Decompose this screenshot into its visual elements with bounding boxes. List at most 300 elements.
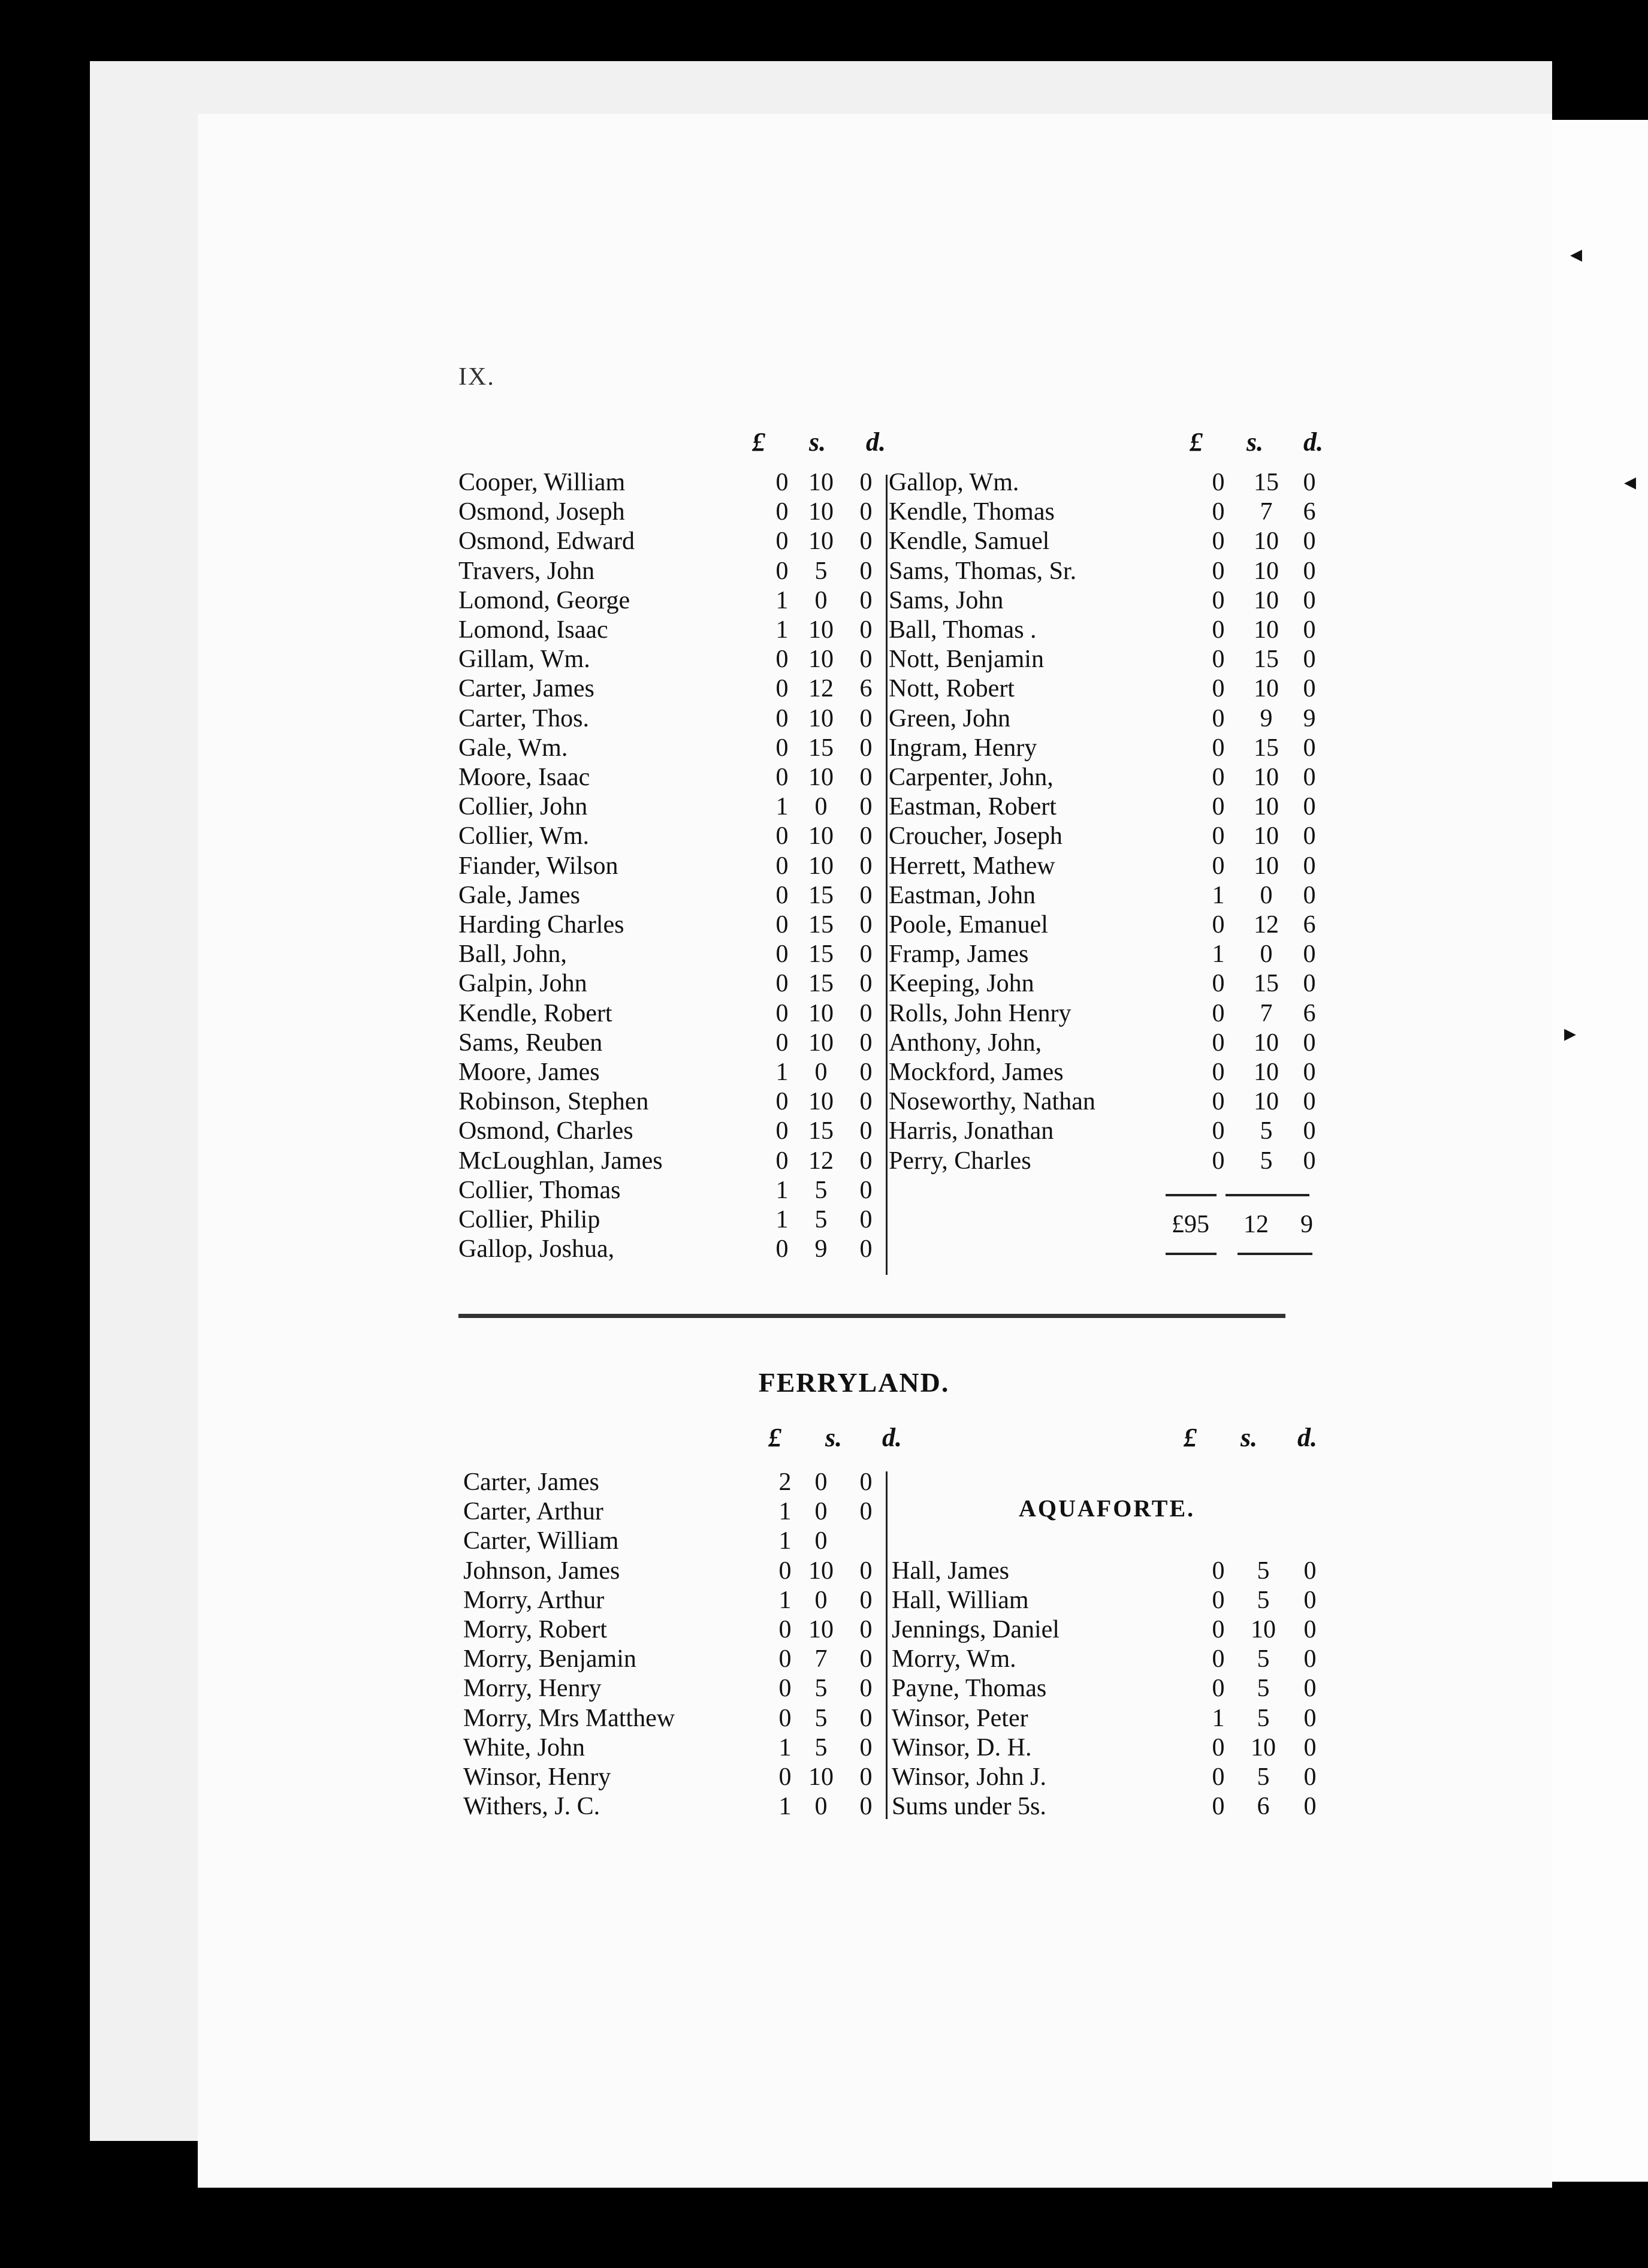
- total-rule: [1226, 1194, 1309, 1196]
- pence-value: 0: [859, 498, 873, 526]
- shillings-value: 0: [814, 793, 828, 821]
- pounds-value: 0: [1212, 498, 1225, 526]
- shillings-value: 5: [1257, 1763, 1270, 1791]
- pence-value: 0: [1303, 852, 1316, 880]
- shillings-value: 0: [814, 1058, 828, 1086]
- shillings-value: 15: [1254, 734, 1279, 762]
- entry-name: Eastman, John: [889, 881, 1036, 909]
- pence-value: 0: [859, 1029, 873, 1057]
- pence-value: 0: [859, 1147, 873, 1175]
- entry-name: Cooper, William: [458, 469, 626, 496]
- shillings-value: 10: [1251, 1616, 1276, 1643]
- shillings-value: 5: [1257, 1675, 1270, 1703]
- pence-value: 0: [1303, 1117, 1316, 1145]
- pence-value: 0: [1303, 970, 1316, 998]
- shillings-value: 10: [808, 1029, 834, 1057]
- pounds-header: £: [1190, 427, 1203, 457]
- entry-name: Hall, William: [892, 1586, 1029, 1614]
- pounds-value: 0: [775, 940, 789, 969]
- pounds-value: 0: [775, 527, 789, 556]
- shillings-value: 9: [814, 1235, 828, 1263]
- entry-name: Gallop, Joshua,: [458, 1235, 615, 1263]
- shillings-value: 5: [814, 1176, 828, 1204]
- pounds-value: 0: [1212, 793, 1225, 821]
- pence-value: 6: [1303, 999, 1316, 1027]
- entry-name: Rolls, John Henry: [889, 999, 1071, 1027]
- pence-value: 0: [859, 704, 873, 732]
- pence-value: 0: [1303, 646, 1316, 674]
- entry-name: Mockford, James: [889, 1058, 1064, 1086]
- pounds-value: 0: [775, 1147, 789, 1175]
- pounds-value: 0: [1212, 557, 1225, 585]
- pence-value: 0: [859, 1616, 873, 1643]
- entry-name: Croucher, Joseph: [889, 822, 1063, 850]
- entry-name: Galpin, John: [458, 970, 587, 998]
- shillings-value: 0: [814, 1468, 828, 1496]
- entry-name: Winsor, Henry: [463, 1763, 611, 1791]
- pounds-value: 1: [778, 1498, 792, 1526]
- entry-name: Carter, Arthur: [463, 1498, 603, 1526]
- shillings-value: 10: [808, 469, 834, 496]
- pence-value: 0: [859, 940, 873, 969]
- pounds-value: 1: [1212, 940, 1225, 969]
- entry-name: Ingram, Henry: [889, 734, 1037, 762]
- pounds-value: 0: [1212, 1088, 1225, 1116]
- pence-value: 6: [859, 675, 873, 703]
- pence-value: 0: [1303, 940, 1316, 969]
- pounds-value: 0: [775, 852, 789, 880]
- entry-name: Morry, Mrs Matthew: [463, 1704, 675, 1732]
- column-divider: [886, 1471, 888, 1819]
- entry-name: Keeping, John: [889, 970, 1034, 998]
- shillings-value: 7: [1260, 999, 1273, 1027]
- shillings-value: 5: [814, 557, 828, 585]
- shillings-value: 10: [808, 616, 834, 644]
- shillings-value: 10: [808, 704, 834, 732]
- entry-name: Harris, Jonathan: [889, 1117, 1054, 1145]
- column-divider: [886, 475, 888, 1275]
- entry-name: Kendle, Samuel: [889, 527, 1050, 556]
- total-shillings: 12: [1243, 1211, 1269, 1238]
- pence-value: 0: [859, 970, 873, 998]
- pounds-value: 0: [1212, 1793, 1225, 1821]
- pounds-value: 0: [1212, 911, 1225, 939]
- entry-name: Robinson, Stephen: [458, 1088, 649, 1116]
- pence-value: 0: [859, 1675, 873, 1703]
- shillings-value: 10: [1254, 586, 1279, 614]
- shillings-value: 5: [814, 1704, 828, 1732]
- shillings-value: 5: [814, 1206, 828, 1233]
- pounds-value: 0: [1212, 999, 1225, 1027]
- shillings-value: 10: [1254, 1029, 1279, 1057]
- pounds-value: 1: [778, 1586, 792, 1614]
- pounds-value: 0: [1212, 1733, 1225, 1762]
- entry-name: Kendle, Thomas: [889, 498, 1055, 526]
- subsection-title-aquaforte: AQUAFORTE.: [1019, 1495, 1196, 1522]
- entry-name: Jennings, Daniel: [892, 1616, 1060, 1643]
- shillings-value: 10: [808, 646, 834, 674]
- entry-name: Osmond, Joseph: [458, 498, 625, 526]
- pence-value: 0: [1303, 616, 1316, 644]
- entry-name: Lomond, George: [458, 586, 630, 614]
- shillings-value: 5: [1257, 1557, 1270, 1585]
- pounds-value: 1: [775, 1206, 789, 1233]
- shillings-value: 10: [808, 852, 834, 880]
- pounds-value: 1: [775, 1058, 789, 1086]
- pence-value: 0: [1303, 1029, 1316, 1057]
- pence-value: 0: [859, 1557, 873, 1585]
- entry-name: Collier, John: [458, 793, 588, 821]
- shillings-value: 12: [1254, 911, 1279, 939]
- shillings-value: 10: [1254, 764, 1279, 791]
- pounds-header: £: [1184, 1423, 1197, 1452]
- entry-name: Anthony, John,: [889, 1029, 1042, 1057]
- pence-value: 0: [859, 1498, 873, 1526]
- entry-name: Johnson, James: [463, 1557, 620, 1585]
- pounds-value: 0: [778, 1675, 792, 1703]
- shillings-value: 10: [1254, 527, 1279, 556]
- total-rule: [1237, 1253, 1312, 1255]
- shillings-value: 5: [814, 1675, 828, 1703]
- pence-value: 0: [859, 1645, 873, 1673]
- pence-value: 0: [859, 1468, 873, 1496]
- entry-name: Nott, Robert: [889, 675, 1015, 703]
- entry-name: Gillam, Wm.: [458, 646, 590, 674]
- entry-name: Hall, James: [892, 1557, 1009, 1585]
- shillings-value: 5: [1260, 1147, 1273, 1175]
- shillings-value: 15: [808, 970, 834, 998]
- pence-value: 0: [859, 764, 873, 791]
- entry-name: Perry, Charles: [889, 1147, 1031, 1175]
- pounds-value: 2: [778, 1468, 792, 1496]
- pounds-value: 1: [775, 616, 789, 644]
- entry-name: Carter, William: [463, 1527, 619, 1555]
- pence-value: 0: [1303, 1645, 1317, 1673]
- pounds-value: 0: [775, 1088, 789, 1116]
- shillings-value: 5: [814, 1733, 828, 1762]
- next-page-edge: [1552, 120, 1648, 2182]
- pounds-value: 0: [775, 1029, 789, 1057]
- entry-name: Osmond, Charles: [458, 1117, 633, 1145]
- entry-name: Noseworthy, Nathan: [889, 1088, 1095, 1116]
- shillings-value: 15: [808, 911, 834, 939]
- entry-name: Moore, James: [458, 1058, 600, 1086]
- pence-value: 0: [859, 1206, 873, 1233]
- pounds-value: 0: [775, 999, 789, 1027]
- pence-value: 0: [1303, 1147, 1316, 1175]
- shillings-value: 10: [1254, 675, 1279, 703]
- shillings-value: 0: [1260, 881, 1273, 909]
- pence-value: 0: [859, 1176, 873, 1204]
- pounds-value: 0: [775, 911, 789, 939]
- entry-name: Carter, Thos.: [458, 704, 589, 732]
- entry-name: Gale, James: [458, 881, 580, 909]
- pence-value: 0: [1303, 1088, 1316, 1116]
- shillings-header: s.: [825, 1423, 843, 1452]
- pounds-value: 0: [778, 1557, 792, 1585]
- pounds-value: 0: [778, 1763, 792, 1791]
- entry-name: Framp, James: [889, 940, 1029, 969]
- pounds-value: 0: [778, 1616, 792, 1643]
- pence-value: 0: [1303, 1763, 1317, 1791]
- shillings-value: 10: [1251, 1733, 1276, 1762]
- pence-value: 0: [859, 852, 873, 880]
- pounds-value: 0: [775, 498, 789, 526]
- pence-value: 0: [859, 1793, 873, 1821]
- entry-name: Sams, Thomas, Sr.: [889, 557, 1077, 585]
- pounds-value: 0: [1212, 822, 1225, 850]
- entry-name: Nott, Benjamin: [889, 646, 1044, 674]
- entry-name: Lomond, Isaac: [458, 616, 608, 644]
- pounds-value: 0: [1212, 704, 1225, 732]
- pence-value: 0: [1303, 1058, 1316, 1086]
- pence-value: 0: [1303, 557, 1316, 585]
- shillings-value: 10: [808, 527, 834, 556]
- pounds-value: 0: [1212, 1117, 1225, 1145]
- pounds-value: 1: [775, 793, 789, 821]
- shillings-value: 10: [808, 1088, 834, 1116]
- entry-name: Sums under 5s.: [892, 1793, 1046, 1821]
- pence-value: 0: [859, 527, 873, 556]
- entry-name: Winsor, D. H.: [892, 1733, 1032, 1762]
- pounds-value: 0: [775, 881, 789, 909]
- pounds-header: £: [768, 1423, 781, 1452]
- pounds-value: 1: [778, 1733, 792, 1762]
- entry-name: Morry, Robert: [463, 1616, 607, 1643]
- entry-name: Carter, James: [458, 675, 594, 703]
- pence-value: 6: [1303, 498, 1316, 526]
- pounds-value: 0: [1212, 1586, 1225, 1614]
- pounds-value: 1: [1212, 1704, 1225, 1732]
- entry-name: Collier, Thomas: [458, 1176, 621, 1204]
- entry-name: White, John: [463, 1733, 585, 1762]
- edge-mark: ▸: [1564, 1020, 1577, 1046]
- shillings-value: 10: [1254, 616, 1279, 644]
- shillings-value: 10: [808, 498, 834, 526]
- shillings-value: 10: [1254, 557, 1279, 585]
- shillings-value: 15: [1254, 646, 1279, 674]
- entry-name: Osmond, Edward: [458, 527, 635, 556]
- shillings-value: 10: [1254, 1058, 1279, 1086]
- shillings-value: 15: [1254, 469, 1279, 496]
- total-pounds: £95: [1172, 1211, 1209, 1238]
- entry-name: Payne, Thomas: [892, 1675, 1047, 1703]
- pounds-value: 0: [775, 1117, 789, 1145]
- entry-name: Carter, James: [463, 1468, 599, 1496]
- pounds-value: 0: [1212, 1557, 1225, 1585]
- pence-value: 0: [1303, 586, 1316, 614]
- shillings-value: 12: [808, 675, 834, 703]
- pence-value: 0: [1303, 1733, 1317, 1762]
- pounds-value: 0: [775, 1235, 789, 1263]
- entry-name: Kendle, Robert: [458, 999, 612, 1027]
- shillings-value: 5: [1260, 1117, 1273, 1145]
- pence-header: d.: [866, 427, 886, 457]
- pence-value: 0: [1303, 734, 1316, 762]
- pounds-value: 0: [1212, 852, 1225, 880]
- pence-value: 0: [1303, 527, 1316, 556]
- entry-name: Fiander, Wilson: [458, 852, 618, 880]
- shillings-value: 15: [808, 734, 834, 762]
- pence-value: 0: [859, 646, 873, 674]
- pounds-value: 0: [1212, 764, 1225, 791]
- entry-name: Winsor, Peter: [892, 1704, 1028, 1732]
- pounds-value: 1: [1212, 881, 1225, 909]
- entry-name: Carpenter, John,: [889, 764, 1054, 791]
- pounds-value: 0: [1212, 586, 1225, 614]
- pounds-value: 1: [775, 586, 789, 614]
- edge-mark: ◂: [1570, 240, 1583, 267]
- pounds-value: 0: [1212, 1147, 1225, 1175]
- pence-value: 0: [859, 793, 873, 821]
- entry-name: Moore, Isaac: [458, 764, 590, 791]
- shillings-value: 0: [814, 1527, 828, 1555]
- pounds-value: 0: [1212, 1675, 1225, 1703]
- shillings-value: 7: [1260, 498, 1273, 526]
- entry-name: Ball, John,: [458, 940, 567, 969]
- pence-value: 0: [859, 557, 873, 585]
- entry-name: Collier, Wm.: [458, 822, 590, 850]
- pounds-value: 0: [778, 1645, 792, 1673]
- pounds-value: 0: [1212, 527, 1225, 556]
- entry-name: Morry, Wm.: [892, 1645, 1016, 1673]
- shillings-value: 0: [814, 1793, 828, 1821]
- shillings-value: 10: [808, 1616, 834, 1643]
- shillings-value: 5: [1257, 1704, 1270, 1732]
- pounds-value: 0: [1212, 970, 1225, 998]
- pounds-value: 0: [1212, 675, 1225, 703]
- pence-value: 0: [1303, 1586, 1317, 1614]
- pence-value: 0: [1303, 675, 1316, 703]
- entry-name: Withers, J. C.: [463, 1793, 600, 1821]
- shillings-value: 10: [808, 1763, 834, 1791]
- pence-value: 0: [1303, 822, 1316, 850]
- shillings-value: 12: [808, 1147, 834, 1175]
- pence-header: d.: [1303, 427, 1323, 457]
- pence-value: 0: [859, 1058, 873, 1086]
- entry-name: Harding Charles: [458, 911, 624, 939]
- pounds-value: 0: [775, 704, 789, 732]
- entry-name: Sams, John: [889, 586, 1004, 614]
- total-rule: [1166, 1253, 1217, 1255]
- pence-value: 0: [859, 881, 873, 909]
- pounds-value: 0: [1212, 616, 1225, 644]
- section-separator: [458, 1314, 1285, 1318]
- entry-name: Winsor, John J.: [892, 1763, 1046, 1791]
- pence-header: d.: [882, 1423, 902, 1452]
- pence-value: 0: [859, 1117, 873, 1145]
- section-title-ferryland: FERRYLAND.: [758, 1367, 950, 1398]
- entry-name: Sams, Reuben: [458, 1029, 603, 1057]
- pence-value: 0: [859, 1763, 873, 1791]
- entry-name: Eastman, Robert: [889, 793, 1057, 821]
- pounds-value: 0: [778, 1704, 792, 1732]
- pence-value: 0: [859, 1235, 873, 1263]
- pounds-value: 0: [775, 764, 789, 791]
- pounds-value: 0: [1212, 734, 1225, 762]
- entry-name: Ball, Thomas .: [889, 616, 1037, 644]
- pence-value: 0: [1303, 1793, 1317, 1821]
- entry-name: Morry, Henry: [463, 1675, 602, 1703]
- pounds-value: 0: [1212, 1058, 1225, 1086]
- pence-value: 0: [859, 1586, 873, 1614]
- shillings-value: 0: [814, 1586, 828, 1614]
- pence-value: 0: [859, 616, 873, 644]
- pence-value: 0: [859, 1733, 873, 1762]
- pence-value: 0: [1303, 793, 1316, 821]
- shillings-header: s.: [1246, 427, 1264, 457]
- pence-value: 0: [859, 586, 873, 614]
- pence-value: 0: [859, 1088, 873, 1116]
- pounds-value: 0: [775, 970, 789, 998]
- shillings-value: 9: [1260, 704, 1273, 732]
- pounds-value: 0: [775, 557, 789, 585]
- shillings-value: 15: [1254, 970, 1279, 998]
- entry-name: Gallop, Wm.: [889, 469, 1019, 496]
- shillings-value: 0: [1260, 940, 1273, 969]
- shillings-value: 10: [1254, 822, 1279, 850]
- shillings-value: 0: [814, 586, 828, 614]
- pounds-value: 0: [1212, 1763, 1225, 1791]
- pence-value: 0: [859, 911, 873, 939]
- entry-name: Gale, Wm.: [458, 734, 568, 762]
- entry-name: McLoughlan, James: [458, 1147, 663, 1175]
- shillings-value: 7: [814, 1645, 828, 1673]
- pence-header: d.: [1297, 1423, 1317, 1452]
- entry-name: Morry, Benjamin: [463, 1645, 636, 1673]
- pence-value: 0: [1303, 764, 1316, 791]
- pounds-value: 0: [775, 822, 789, 850]
- shillings-value: 10: [808, 822, 834, 850]
- entry-name: Poole, Emanuel: [889, 911, 1048, 939]
- pounds-value: 1: [778, 1527, 792, 1555]
- pounds-value: 1: [775, 1176, 789, 1204]
- shillings-value: 5: [1257, 1645, 1270, 1673]
- pounds-value: 1: [778, 1793, 792, 1821]
- pence-value: 0: [1303, 1675, 1317, 1703]
- pounds-value: 0: [775, 469, 789, 496]
- pence-value: 0: [1303, 469, 1316, 496]
- entry-name: Morry, Arthur: [463, 1586, 605, 1614]
- pounds-value: 0: [1212, 1616, 1225, 1643]
- edge-mark: ◂: [1624, 468, 1637, 495]
- total-pence: 9: [1300, 1211, 1313, 1238]
- pence-value: 0: [1303, 1557, 1317, 1585]
- shillings-value: 15: [808, 940, 834, 969]
- shillings-value: 10: [808, 1557, 834, 1585]
- shillings-value: 10: [808, 999, 834, 1027]
- shillings-value: 15: [808, 1117, 834, 1145]
- pounds-value: 0: [775, 646, 789, 674]
- pence-value: 0: [859, 1704, 873, 1732]
- pounds-value: 0: [1212, 1645, 1225, 1673]
- pence-value: 0: [1303, 1616, 1317, 1643]
- shillings-header: s.: [809, 427, 826, 457]
- pounds-header: £: [752, 427, 765, 457]
- shillings-header: s.: [1240, 1423, 1258, 1452]
- entry-name: Collier, Philip: [458, 1206, 600, 1233]
- page-number: IX.: [458, 363, 495, 391]
- entry-name: Herrett, Mathew: [889, 852, 1055, 880]
- pence-value: 6: [1303, 911, 1316, 939]
- pence-value: 0: [1303, 1704, 1317, 1732]
- pence-value: 0: [859, 469, 873, 496]
- pence-value: 0: [859, 734, 873, 762]
- pounds-value: 0: [1212, 1029, 1225, 1057]
- pence-value: 0: [1303, 881, 1316, 909]
- shillings-value: 10: [808, 764, 834, 791]
- shillings-value: 6: [1257, 1793, 1270, 1821]
